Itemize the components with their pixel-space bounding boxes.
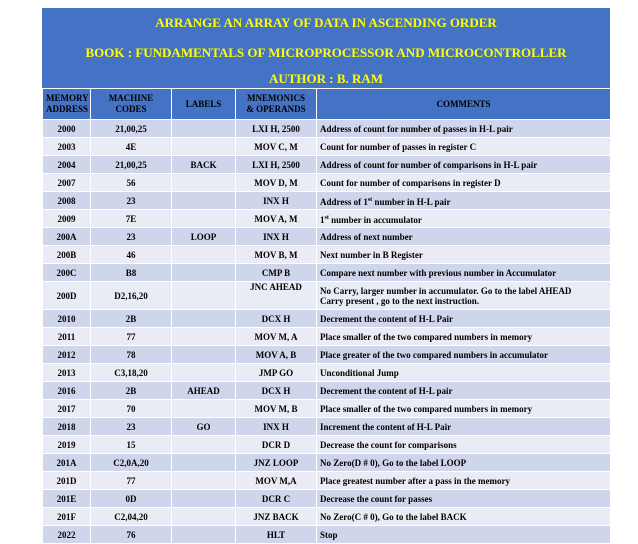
table-row <box>43 364 611 382</box>
cell-address: 2016 <box>43 382 91 400</box>
cell-comment: No Zero(C # 0), Go to the label BACK <box>317 508 611 526</box>
cell-code: 0D <box>91 490 172 508</box>
cell-code: 46 <box>91 246 172 264</box>
cell-address: 2013 <box>43 364 91 382</box>
cell-code: 7E <box>91 210 172 228</box>
cell-code: 23 <box>91 228 172 246</box>
col-comments: COMMENTS <box>317 89 611 120</box>
cell-address: 2019 <box>43 436 91 454</box>
cell-address: 201F <box>43 508 91 526</box>
cell-mnemonic: DCX H <box>236 382 317 400</box>
table-row <box>43 418 611 436</box>
cell-mnemonic: DCR D <box>236 436 317 454</box>
cell-code: C3,18,20 <box>91 364 172 382</box>
table-row <box>43 490 611 508</box>
cell-comment: Next number in B Register <box>317 246 611 264</box>
cell-code: 76 <box>91 526 172 544</box>
cell-comment: Place greatest number after a pass in the memory <box>317 472 611 490</box>
cell-label <box>172 436 236 454</box>
cell-comment: Address of count for number of comparisons in H-L pair <box>317 156 611 174</box>
col-labels: LABELS <box>172 89 236 120</box>
table-row <box>43 328 611 346</box>
table-row <box>43 436 611 454</box>
cell-code: 4E <box>91 138 172 156</box>
table-row <box>43 346 611 364</box>
cell-mnemonic: MOV C, M <box>236 138 317 156</box>
cell-code: 21,00,25 <box>91 156 172 174</box>
cell-address: 2009 <box>43 210 91 228</box>
cell-address: 201A <box>43 454 91 472</box>
cell-mnemonic: MOV M, A <box>236 328 317 346</box>
cell-label <box>172 364 236 382</box>
cell-code: 21,00,25 <box>91 120 172 138</box>
cell-comment: Place greater of the two compared numbers in accumulator <box>317 346 611 364</box>
cell-address: 200C <box>43 264 91 282</box>
program-table <box>42 88 611 544</box>
cell-label <box>172 282 236 310</box>
cell-label <box>172 192 236 210</box>
cell-mnemonic: MOV A, B <box>236 346 317 364</box>
cell-mnemonic: INX H <box>236 228 317 246</box>
table-row <box>43 192 611 210</box>
cell-label <box>172 246 236 264</box>
table-row <box>43 228 611 246</box>
label-back: BACK <box>172 156 236 174</box>
cell-comment: No Zero(D # 0), Go to the label LOOP <box>317 454 611 472</box>
cell-label <box>172 120 236 138</box>
cell-code: 23 <box>91 418 172 436</box>
cell-address: 2007 <box>43 174 91 192</box>
cell-comment: Increment the content of H-L Pair <box>317 418 611 436</box>
table-row <box>43 138 611 156</box>
cell-address: 2022 <box>43 526 91 544</box>
cell-comment: Unconditional Jump <box>317 364 611 382</box>
cell-comment: 1st number in accumulator <box>317 210 611 228</box>
cell-mnemonic: DCX H <box>236 310 317 328</box>
table-row <box>43 246 611 264</box>
cell-code: C2,0A,20 <box>91 454 172 472</box>
cell-mnemonic: JNZ LOOP <box>236 454 317 472</box>
table-row <box>43 526 611 544</box>
cell-code: C2,04,20 <box>91 508 172 526</box>
cell-code: 70 <box>91 400 172 418</box>
cell-code: 78 <box>91 346 172 364</box>
table-row <box>43 400 611 418</box>
cell-code: 56 <box>91 174 172 192</box>
col-mnemonics: MNEMONICS & OPERANDS <box>236 89 317 120</box>
cell-address: 2004 <box>43 156 91 174</box>
cell-code: 77 <box>91 328 172 346</box>
cell-label <box>172 526 236 544</box>
cell-mnemonic: LXI H, 2500 <box>236 156 317 174</box>
cell-comment: Count for number of passes in register C <box>317 138 611 156</box>
title-line: ARRANGE AN ARRAY OF DATA IN ASCENDING ORDER <box>155 15 497 30</box>
cell-code: 15 <box>91 436 172 454</box>
cell-label <box>172 328 236 346</box>
cell-comment: Decrement the content of H-L pair <box>317 382 611 400</box>
cell-code: 77 <box>91 472 172 490</box>
cell-label <box>172 400 236 418</box>
author-line: AUTHOR : B. RAM <box>268 71 384 86</box>
cell-label <box>172 174 236 192</box>
cell-label <box>172 264 236 282</box>
label-loop: LOOP <box>172 228 236 246</box>
cell-label <box>172 310 236 328</box>
cell-mnemonic: LXI H, 2500 <box>236 120 317 138</box>
cell-comment: Address of count for number of passes in H-L pair <box>317 120 611 138</box>
cell-address: 2003 <box>43 138 91 156</box>
title-banner <box>42 8 610 88</box>
table-header-row <box>43 89 611 120</box>
cell-code: 23 <box>91 192 172 210</box>
table-row <box>43 210 611 228</box>
table-row <box>43 282 611 310</box>
cell-label <box>172 508 236 526</box>
cell-comment: Place smaller of the two compared numbers in memory <box>317 328 611 346</box>
table-row <box>43 454 611 472</box>
cell-comment: Decrease the count for comparisons <box>317 436 611 454</box>
cell-label <box>172 454 236 472</box>
cell-mnemonic: INX H <box>236 418 317 436</box>
col-memory-address: MEMORY ADDRESS <box>43 89 91 120</box>
cell-mnemonic: INX H <box>236 192 317 210</box>
cell-comment: Count for number of comparisons in register D <box>317 174 611 192</box>
cell-address: 2017 <box>43 400 91 418</box>
cell-label <box>172 490 236 508</box>
cell-code: B8 <box>91 264 172 282</box>
cell-address: 200D <box>43 282 91 310</box>
book-line: BOOK : FUNDAMENTALS OF MICROPROCESSOR AND MICROCONTROLLER <box>85 45 567 60</box>
cell-mnemonic: MOV M, B <box>236 400 317 418</box>
cell-mnemonic: JNZ BACK <box>236 508 317 526</box>
table-row <box>43 472 611 490</box>
cell-comment: Address of next number <box>317 228 611 246</box>
cell-mnemonic: HLT <box>236 526 317 544</box>
cell-code: 2B <box>91 310 172 328</box>
cell-mnemonic: JNC AHEAD <box>236 282 317 310</box>
cell-comment: Stop <box>317 526 611 544</box>
table-row <box>43 156 611 174</box>
cell-comment: Address of 1st number in H-L pair <box>317 192 611 210</box>
col-machine-codes: MACHINE CODES <box>91 89 172 120</box>
cell-address: 2010 <box>43 310 91 328</box>
cell-address: 2012 <box>43 346 91 364</box>
cell-address: 2018 <box>43 418 91 436</box>
cell-address: 201E <box>43 490 91 508</box>
cell-comment: Compare next number with previous number in Accumulator <box>317 264 611 282</box>
cell-code: 2B <box>91 382 172 400</box>
cell-label <box>172 346 236 364</box>
cell-mnemonic: DCR C <box>236 490 317 508</box>
label-ahead: AHEAD <box>172 382 236 400</box>
cell-address: 200B <box>43 246 91 264</box>
cell-label <box>172 472 236 490</box>
cell-code: D2,16,20 <box>91 282 172 310</box>
cell-address: 2008 <box>43 192 91 210</box>
table-row <box>43 120 611 138</box>
table-row <box>43 174 611 192</box>
cell-comment: Decrease the count for passes <box>317 490 611 508</box>
cell-comment: No Carry, larger number in accumulator. Go to the label AHEAD Carry present , go to the next instruction. <box>317 282 611 310</box>
table-row <box>43 310 611 328</box>
cell-address: 2000 <box>43 120 91 138</box>
cell-address: 2011 <box>43 328 91 346</box>
cell-comment: Place smaller of the two compared numbers in memory <box>317 400 611 418</box>
table-row <box>43 382 611 400</box>
cell-label <box>172 210 236 228</box>
cell-mnemonic: MOV A, M <box>236 210 317 228</box>
cell-label <box>172 138 236 156</box>
cell-mnemonic: MOV B, M <box>236 246 317 264</box>
cell-mnemonic: JMP GO <box>236 364 317 382</box>
cell-mnemonic: MOV D, M <box>236 174 317 192</box>
label-go: GO <box>172 418 236 436</box>
table-row <box>43 264 611 282</box>
cell-address: 200A <box>43 228 91 246</box>
table-row <box>43 508 611 526</box>
cell-mnemonic: MOV M,A <box>236 472 317 490</box>
cell-comment: Decrement the content of H-L Pair <box>317 310 611 328</box>
cell-address: 201D <box>43 472 91 490</box>
cell-mnemonic: CMP B <box>236 264 317 282</box>
